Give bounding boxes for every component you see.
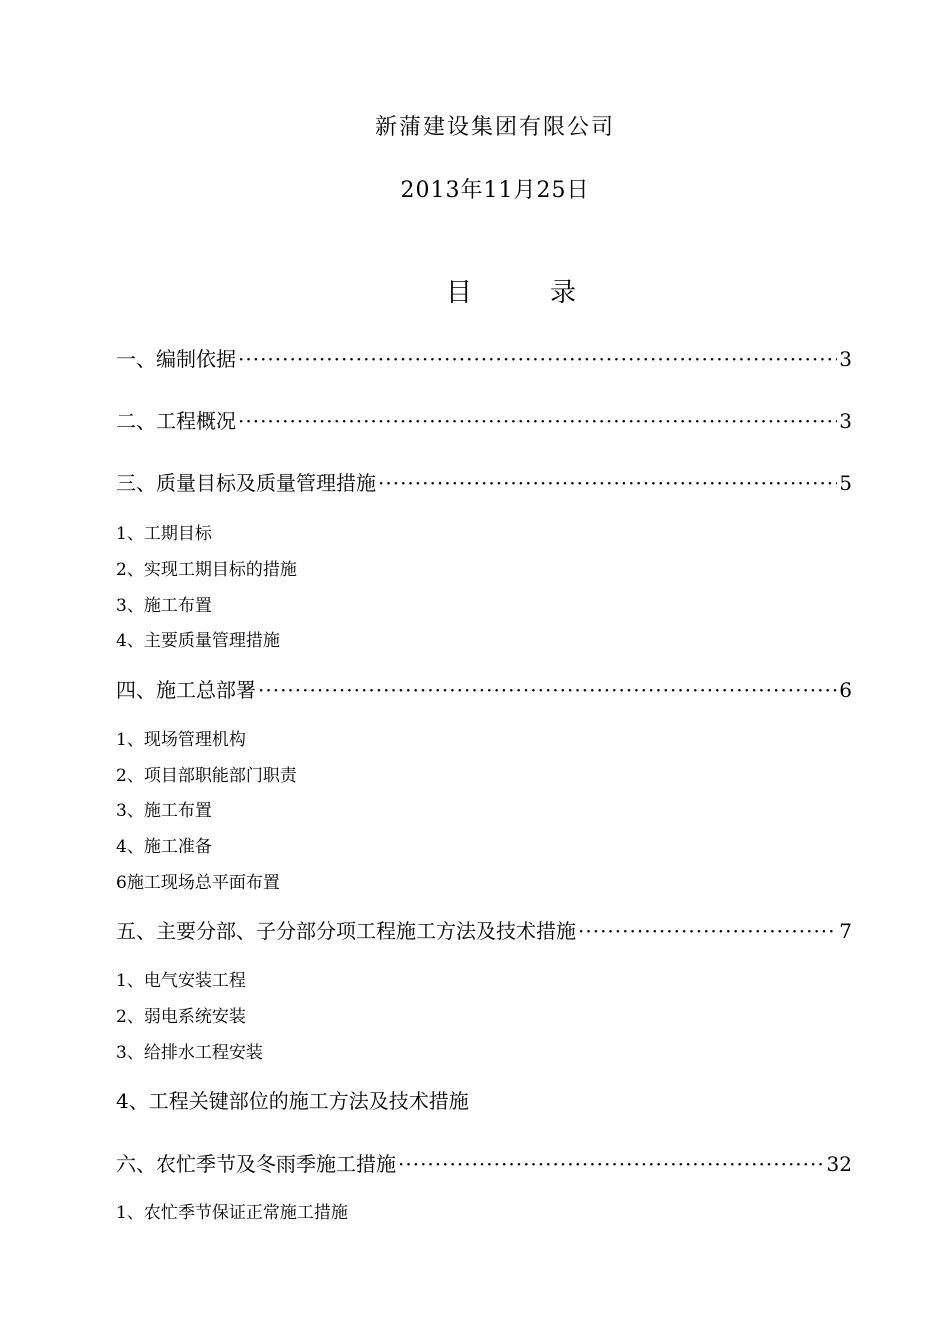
toc-subentry: 1、工期目标 — [116, 524, 212, 544]
toc-subentry: 2、实现工期目标的措施 — [116, 560, 297, 580]
toc-title-right: 录 — [550, 278, 577, 308]
toc-entry-1: 一、编制依据 ····· 3 — [116, 343, 852, 372]
page-number: 32 — [826, 1152, 852, 1176]
page-number: 7 — [839, 919, 852, 943]
toc-subentry: 3、施工布置 — [116, 801, 212, 821]
toc-title-left: 目 — [446, 278, 473, 308]
leader-dots — [378, 471, 837, 495]
page-number: 5 — [839, 471, 852, 495]
toc-subentry: 1、电气安装工程 — [116, 971, 246, 991]
toc-subentry: 6施工现场总平面布置 — [116, 873, 280, 893]
toc-subentry: 2、弱电系统安装 — [116, 1007, 246, 1027]
leader-dots — [398, 1152, 825, 1176]
page-number: 3 — [839, 347, 852, 371]
toc-title — [446, 272, 576, 309]
toc-entry-5: 五、主要分部、子分部分项工程施工方法及技术措施 ····· 7 — [116, 915, 852, 944]
toc-subentry: 3、施工布置 — [116, 596, 212, 616]
leader-dots — [258, 678, 837, 702]
toc-entry-3: 三、质量目标及质量管理措施 ····· 5 — [116, 467, 852, 496]
leader-dots — [238, 409, 837, 433]
page-number: 3 — [839, 409, 852, 433]
toc-subentry: 4、主要质量管理措施 — [116, 631, 280, 651]
toc-subentry: 1、农忙季节保证正常施工措施 — [116, 1203, 348, 1223]
toc-entry-4: 四、施工总部署 ····· 6 — [116, 674, 852, 703]
leader-dots — [578, 919, 837, 943]
leader-dots — [238, 347, 837, 371]
toc-subentry: 1、现场管理机构 — [116, 730, 246, 750]
toc-subentry: 2、项目部职能部门职责 — [116, 766, 297, 786]
toc-entry-2: 二、工程概况 ····· 3 — [116, 405, 852, 434]
document-date: 2013年11月25日 — [400, 178, 590, 203]
toc-subentry: 4、施工准备 — [116, 837, 212, 857]
company-name: 新蒲建设集团有限公司 — [374, 115, 615, 140]
page-number: 6 — [839, 678, 852, 702]
toc-entry-6: 六、农忙季节及冬雨季施工措施 ····· 32 — [116, 1148, 852, 1177]
toc-subentry: 3、给排水工程安装 — [116, 1043, 263, 1063]
toc-entry-plain: 4、工程关键部位的施工方法及技术措施 — [116, 1089, 469, 1113]
